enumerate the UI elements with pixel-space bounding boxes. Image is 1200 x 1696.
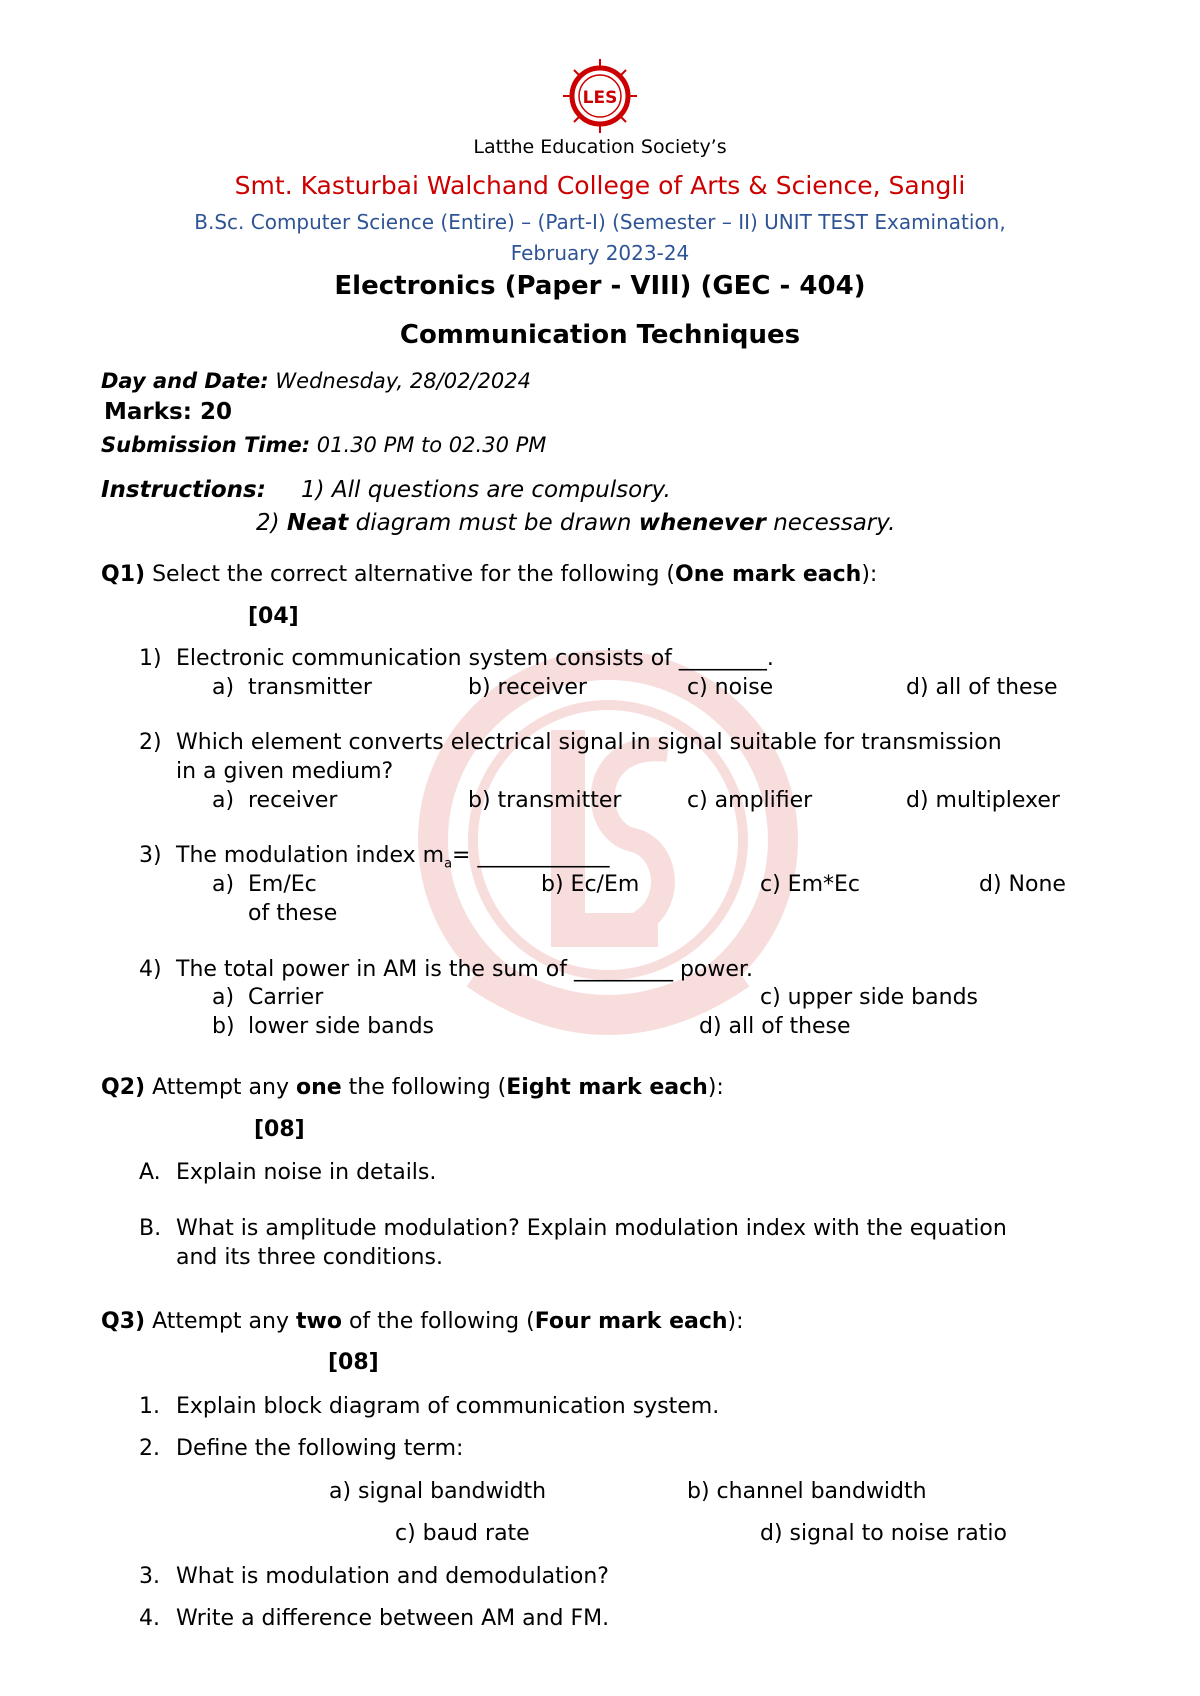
q1-item-2-text-cont: in a given medium? xyxy=(176,759,394,784)
q1-heading: Q1) Select the correct alternative for the following (One mark each): xyxy=(101,562,878,587)
day-date: Day and Date: Wednesday, 28/02/2024 xyxy=(101,369,531,393)
q3-term-b: b) channel bandwidth xyxy=(687,1479,927,1504)
college-name: Smt. Kasturbai Walchand College of Arts & Science, Sangli xyxy=(234,171,966,200)
q2-item-a-label: A. xyxy=(139,1160,161,1185)
q3-item-4: Write a difference between AM and FM. xyxy=(176,1606,610,1631)
q2-heading: Q2) Attempt any one the following (Eight mark each): xyxy=(101,1075,724,1100)
q1-item-3-option-d: d) None xyxy=(979,872,1066,897)
q1-item-2-option-d: d) multiplexer xyxy=(906,788,1060,813)
instruction-1: 1) All questions are compulsory. xyxy=(301,477,671,503)
marks-total: Marks: 20 xyxy=(104,399,232,425)
exam-title-line2: February 2023-24 xyxy=(510,241,690,265)
q1-item-4-option-a-label: a) xyxy=(212,985,235,1010)
q1-item-1-option-d: d) all of these xyxy=(906,675,1058,700)
instruction-2: 2) Neat diagram must be drawn whenever necessary. xyxy=(256,510,896,536)
q1-item-2-option-a: receiver xyxy=(248,788,338,813)
college-logo xyxy=(561,57,639,135)
q1-item-4-option-d: d) all of these xyxy=(699,1014,851,1039)
q1-item-1-text: Electronic communication system consists of ________. xyxy=(176,646,774,671)
q1-item-3-option-a-label: a) xyxy=(212,872,235,897)
q1-item-4-number: 4) xyxy=(139,957,162,982)
q3-item-2: Define the following term: xyxy=(176,1436,464,1461)
q3-term-c: c) baud rate xyxy=(395,1521,530,1546)
instructions: Instructions: xyxy=(101,477,266,503)
q1-item-2-number: 2) xyxy=(139,730,162,755)
q2-item-b-cont: and its three conditions. xyxy=(176,1245,443,1270)
q2-item-b-label: B. xyxy=(139,1216,162,1241)
q3-item-4-label: 4. xyxy=(139,1606,160,1631)
q2-item-a: Explain noise in details. xyxy=(176,1160,437,1185)
q1-item-3-number: 3) xyxy=(139,843,162,868)
q1-item-4-option-b: lower side bands xyxy=(248,1014,435,1039)
q1-item-2-option-a-label: a) xyxy=(212,788,235,813)
submission-time: Submission Time: 01.30 PM to 02.30 PM xyxy=(101,433,547,457)
q1-item-3-option-b: b) Ec/Em xyxy=(541,872,640,897)
q1-item-3-option-d-cont: of these xyxy=(248,901,338,926)
q1-item-2-option-c: c) amplifier xyxy=(687,788,813,813)
q3-term-a: a) signal bandwidth xyxy=(329,1479,547,1504)
q1-item-1-option-a-label: a) xyxy=(212,675,235,700)
q1-item-4-option-b-label: b) xyxy=(212,1014,235,1039)
q3-heading: Q3) Attempt any two of the following (Four mark each): xyxy=(101,1309,744,1334)
q3-term-d: d) signal to noise ratio xyxy=(760,1521,1007,1546)
q1-item-3-option-a: Em/Ec xyxy=(248,872,317,897)
q1-item-4-option-c: c) upper side bands xyxy=(760,985,979,1010)
q1-item-4-text: The total power in AM is the sum of _________ power. xyxy=(176,957,753,982)
q3-item-2-label: 2. xyxy=(139,1436,160,1461)
q3-item-3: What is modulation and demodulation? xyxy=(176,1564,609,1589)
q3-item-3-label: 3. xyxy=(139,1564,160,1589)
q3-marks: [08] xyxy=(328,1350,379,1375)
q1-item-3-text: The modulation index $m_a=$ ____________ xyxy=(176,843,610,872)
q1-item-1-option-b: b) receiver xyxy=(468,675,587,700)
q3-item-1: Explain block diagram of communication system. xyxy=(176,1394,720,1419)
svg-text:LES: LES xyxy=(582,88,618,108)
q2-marks: [08] xyxy=(254,1117,305,1142)
q2-item-b: What is amplitude modulation? Explain modulation index with the equation xyxy=(176,1216,1007,1241)
q1-item-4-option-a: Carrier xyxy=(248,985,324,1010)
paper-title: Electronics (Paper - VIII) (GEC - 404) xyxy=(334,271,866,301)
q1-item-3-option-c: c) Em*Ec xyxy=(760,872,860,897)
q3-item-1-label: 1. xyxy=(139,1394,160,1419)
q1-item-2-text: Which element converts electrical signal in signal suitable for transmission xyxy=(176,730,1002,755)
society-name: Latthe Education Society’s xyxy=(473,136,727,158)
q1-item-1-number: 1) xyxy=(139,646,162,671)
subject-title: Communication Techniques xyxy=(399,320,801,350)
q1-marks: [04] xyxy=(248,604,299,629)
q1-item-1-option-c: c) noise xyxy=(687,675,774,700)
q1-item-2-option-b: b) transmitter xyxy=(468,788,622,813)
exam-title-line1: B.Sc. Computer Science (Entire) – (Part-I) (Semester – II) UNIT TEST Examination, xyxy=(194,210,1006,234)
q1-item-1-option-a: transmitter xyxy=(248,675,372,700)
